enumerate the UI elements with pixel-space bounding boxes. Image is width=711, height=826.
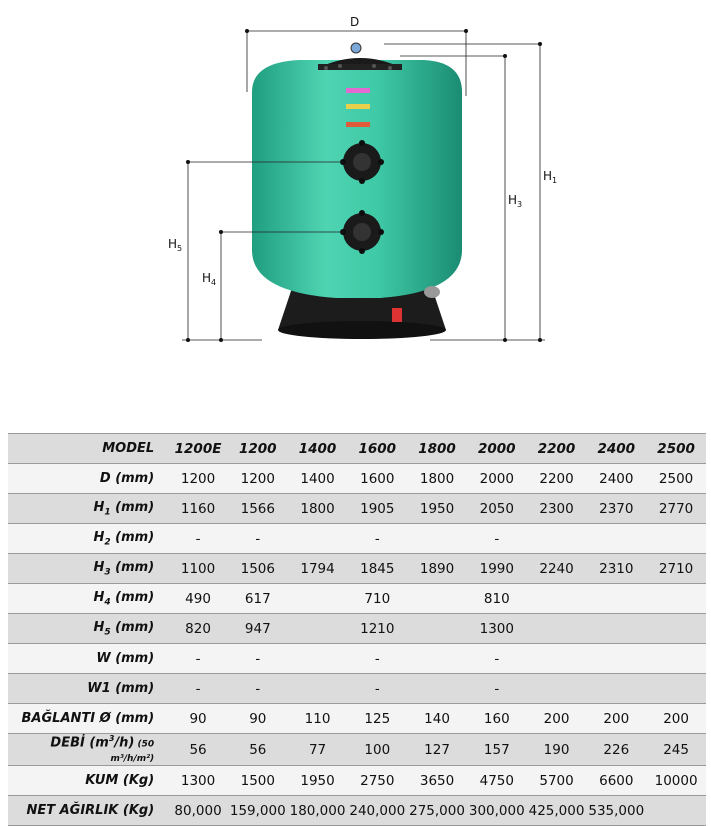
value-cell: 1400 — [288, 464, 348, 494]
sand-filter-diagram — [0, 0, 711, 400]
row-label-part: (50 m³/h/m²) — [110, 739, 155, 765]
value-cell: 947 — [228, 614, 288, 644]
row-label-part: H — [93, 619, 105, 635]
table-row — [8, 524, 706, 554]
model-cell: 2500 — [646, 434, 706, 464]
value-cell: - — [467, 644, 527, 674]
row-label — [8, 464, 168, 494]
value-cell — [407, 524, 467, 554]
value-cell: - — [228, 674, 288, 704]
value-cell: - — [228, 524, 288, 554]
value-cell: 2370 — [586, 494, 646, 524]
value-cell: 710 — [347, 584, 407, 614]
value-cell: 4750 — [467, 766, 527, 796]
row-label-part: (mm) — [110, 529, 155, 545]
value-cell: - — [168, 524, 228, 554]
value-cell: - — [168, 674, 228, 704]
table-row — [8, 674, 706, 704]
value-cell — [288, 584, 348, 614]
value-cell: 2000 — [467, 464, 527, 494]
row-label — [8, 494, 168, 524]
value-cell: 226 — [586, 734, 646, 766]
table-row — [8, 644, 706, 674]
value-cell: 127 — [407, 734, 467, 766]
value-cell — [527, 614, 587, 644]
value-cell: 1950 — [407, 494, 467, 524]
row-label — [8, 614, 168, 644]
row-label-part: W1 (mm) — [87, 681, 155, 696]
value-cell: 5700 — [527, 766, 587, 796]
value-cell: - — [467, 524, 527, 554]
value-cell — [407, 644, 467, 674]
value-cell: 820 — [168, 614, 228, 644]
table-row — [8, 464, 706, 494]
value-cell — [407, 614, 467, 644]
value-cell: 200 — [646, 704, 706, 734]
row-label — [8, 524, 168, 554]
value-cell: 1300 — [467, 614, 527, 644]
model-cell: 2200 — [527, 434, 587, 464]
value-cell: 200 — [527, 704, 587, 734]
value-cell: 1210 — [347, 614, 407, 644]
row-label-part: 1 — [104, 507, 111, 518]
model-cell: 2400 — [586, 434, 646, 464]
value-cell: 100 — [347, 734, 407, 766]
dimension-h3-label: $H_3$ — [508, 193, 523, 209]
row-label — [8, 674, 168, 704]
value-cell: 2770 — [646, 494, 706, 524]
value-cell: 90 — [168, 704, 228, 734]
value-cell: 1300 — [168, 766, 228, 796]
value-cell: 157 — [467, 734, 527, 766]
model-cell: 1400 — [288, 434, 348, 464]
value-cell: 535,000 — [586, 796, 646, 826]
row-label-part: (mm) — [110, 499, 155, 515]
model-cell: 1200 — [228, 434, 288, 464]
value-cell: - — [168, 644, 228, 674]
value-cell: 110 — [288, 704, 348, 734]
top-lid — [318, 43, 402, 70]
row-label — [8, 734, 168, 766]
row-label-part: (mm) — [110, 559, 155, 575]
table-row — [8, 796, 706, 826]
value-cell: 10000 — [646, 766, 706, 796]
value-cell: 77 — [288, 734, 348, 766]
row-label — [8, 796, 168, 826]
value-cell — [586, 524, 646, 554]
table-row — [8, 554, 706, 584]
row-label-part: 5 — [104, 627, 111, 638]
value-cell — [407, 674, 467, 704]
value-cell: 1506 — [228, 554, 288, 584]
value-cell — [527, 524, 587, 554]
value-cell: 1905 — [347, 494, 407, 524]
value-cell: 1200 — [228, 464, 288, 494]
value-cell: 490 — [168, 584, 228, 614]
value-cell: 2500 — [646, 464, 706, 494]
value-cell: - — [228, 644, 288, 674]
row-label-part: H — [93, 529, 105, 545]
value-cell: 140 — [407, 704, 467, 734]
row-label-part: H — [93, 499, 105, 515]
dimension-h4-label: $H_4$ — [202, 271, 217, 287]
value-cell: 2300 — [527, 494, 587, 524]
value-cell: 2310 — [586, 554, 646, 584]
value-cell: 80,000 — [168, 796, 228, 826]
value-cell: - — [347, 524, 407, 554]
value-cell — [586, 674, 646, 704]
value-cell: 2240 — [527, 554, 587, 584]
value-cell: 2750 — [347, 766, 407, 796]
value-cell — [586, 644, 646, 674]
row-label-part: 2 — [104, 537, 111, 548]
value-cell: 2050 — [467, 494, 527, 524]
value-cell: 1794 — [288, 554, 348, 584]
value-cell — [586, 584, 646, 614]
value-cell: - — [347, 644, 407, 674]
value-cell: 159,000 — [228, 796, 288, 826]
table-header-row — [8, 434, 706, 464]
value-cell — [646, 614, 706, 644]
value-cell — [407, 584, 467, 614]
value-cell — [646, 524, 706, 554]
value-cell: 245 — [646, 734, 706, 766]
value-cell: 1500 — [228, 766, 288, 796]
row-label-part: 3 — [108, 734, 115, 743]
value-cell: 56 — [168, 734, 228, 766]
row-label-part: D (mm) — [99, 471, 155, 486]
row-label-part: /h) — [114, 735, 135, 751]
value-cell: 1800 — [407, 464, 467, 494]
value-cell — [527, 584, 587, 614]
value-cell: 240,000 — [347, 796, 407, 826]
value-cell — [586, 614, 646, 644]
row-label-part: BAĞLANTI Ø (mm) — [21, 711, 155, 726]
row-label — [8, 644, 168, 674]
row-label-part: W (mm) — [96, 651, 155, 666]
value-cell: 300,000 — [467, 796, 527, 826]
value-cell — [646, 796, 706, 826]
value-cell — [288, 614, 348, 644]
table-row — [8, 584, 706, 614]
model-cell: 2000 — [467, 434, 527, 464]
value-cell — [288, 674, 348, 704]
value-cell: 1845 — [347, 554, 407, 584]
value-cell: 90 — [228, 704, 288, 734]
row-label-part: 3 — [104, 567, 111, 578]
value-cell — [288, 524, 348, 554]
row-label-part: (mm) — [110, 589, 155, 605]
row-label — [8, 584, 168, 614]
value-cell: 56 — [228, 734, 288, 766]
drain-valve — [424, 286, 440, 298]
value-cell — [646, 644, 706, 674]
table-row — [8, 614, 706, 644]
value-cell — [646, 584, 706, 614]
model-cell: 1600 — [347, 434, 407, 464]
value-cell: 180,000 — [288, 796, 348, 826]
row-label-part: H — [93, 589, 105, 605]
table-row — [8, 766, 706, 796]
value-cell: 1990 — [467, 554, 527, 584]
value-cell — [646, 674, 706, 704]
value-cell: 3650 — [407, 766, 467, 796]
value-cell: 1566 — [228, 494, 288, 524]
value-cell: 1800 — [288, 494, 348, 524]
value-cell: 1600 — [347, 464, 407, 494]
value-cell: 2400 — [586, 464, 646, 494]
value-cell: 160 — [467, 704, 527, 734]
value-cell: 1100 — [168, 554, 228, 584]
row-label-part: H — [93, 559, 105, 575]
value-cell: 1890 — [407, 554, 467, 584]
value-cell: 125 — [347, 704, 407, 734]
value-cell — [527, 644, 587, 674]
value-cell: 200 — [586, 704, 646, 734]
value-cell: 2710 — [646, 554, 706, 584]
value-cell: 1200 — [168, 464, 228, 494]
value-cell: - — [467, 674, 527, 704]
value-cell — [288, 644, 348, 674]
row-label — [8, 766, 168, 796]
value-cell: 425,000 — [527, 796, 587, 826]
model-header-label: MODEL — [8, 434, 168, 464]
value-cell: 190 — [527, 734, 587, 766]
table-row — [8, 704, 706, 734]
row-label-part: (mm) — [110, 619, 155, 635]
row-label-part: NET AĞIRLIK (Kg) — [26, 803, 155, 819]
dimension-h1-label: $H_1$ — [543, 169, 558, 185]
row-label — [8, 704, 168, 734]
table-row — [8, 494, 706, 524]
model-cell: 1800 — [407, 434, 467, 464]
model-cell: 1200E — [168, 434, 228, 464]
value-cell: 810 — [467, 584, 527, 614]
value-cell: 1160 — [168, 494, 228, 524]
specifications-table — [8, 433, 706, 826]
value-cell: 2200 — [527, 464, 587, 494]
dimension-d-label: D — [350, 15, 360, 29]
dimension-h5-label: $H_5$ — [168, 237, 183, 253]
value-cell: 275,000 — [407, 796, 467, 826]
value-cell: 1950 — [288, 766, 348, 796]
value-cell — [527, 674, 587, 704]
row-label — [8, 554, 168, 584]
row-label-part: KUM (Kg) — [85, 773, 155, 789]
table-row — [8, 734, 706, 766]
row-label-part: DEBİ (m — [50, 735, 109, 751]
row-label-part: 4 — [104, 597, 111, 608]
value-cell: 6600 — [586, 766, 646, 796]
value-cell: 617 — [228, 584, 288, 614]
value-cell: - — [347, 674, 407, 704]
